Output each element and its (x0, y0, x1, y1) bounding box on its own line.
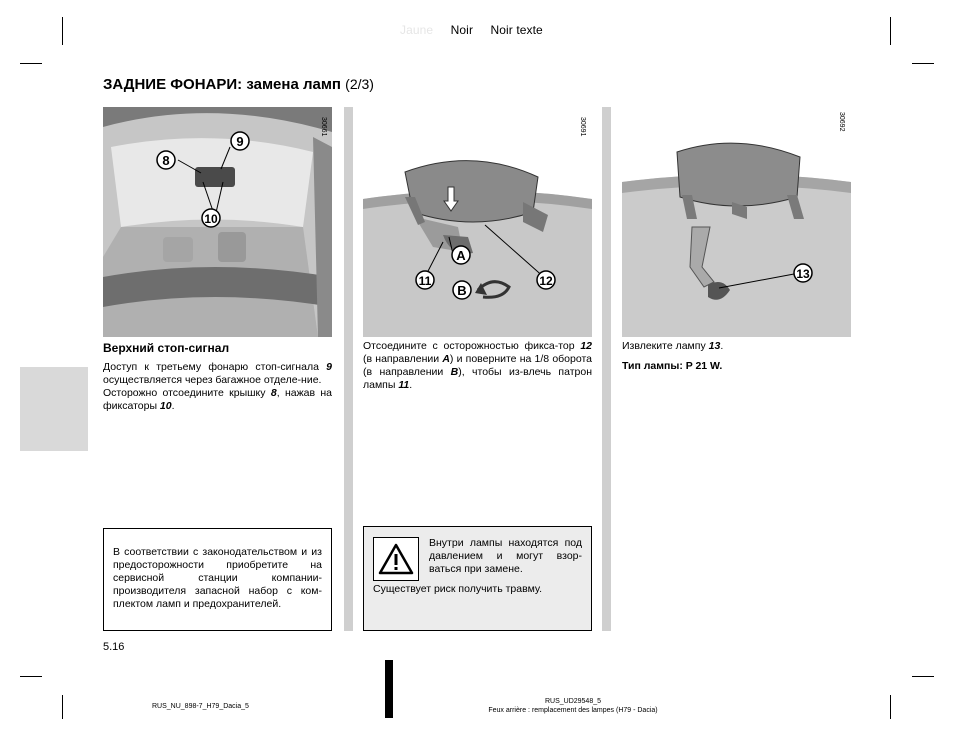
figure-2-code: 30691 (579, 117, 586, 137)
footer-right-line-2: Feux arrière : remplacement des lampes (H79 - Dacia) (488, 707, 658, 714)
figure-2-photo (363, 107, 592, 337)
page-number: 5.16 (103, 641, 125, 653)
page-title (103, 76, 374, 93)
col1-paragraph-1 (103, 361, 332, 387)
crop-mark-top-left (62, 17, 63, 45)
footer-right-line-1: RUS_UD29548_5 (544, 698, 602, 705)
color-noir-texte: Noir texte (490, 23, 543, 37)
crop-mark-bottom-right (890, 695, 891, 719)
footer-left: RUS_NU_898-7_H79_Dacia_5 (152, 703, 249, 710)
col1-p1-text-a: Доступ к третьему фонарю стоп-сигнала (103, 361, 327, 373)
col2-text-5: . (409, 379, 413, 391)
col1-p1-ref-9: 9 (326, 361, 332, 373)
col3-ref-13: 13 (708, 340, 721, 352)
col2-text (363, 340, 592, 392)
page-title-suffix: (2/3) (345, 76, 374, 92)
callout-a-label: A (456, 248, 466, 263)
legal-notice-text: В соответствии с законодательством и из предосторожности приобретите на сервисной станции компании-производителя запасной набор с ком-плектом ламп и предохранителей. (113, 546, 322, 610)
crop-mark-bottom-left-h (20, 676, 42, 677)
callout-13-label: 13 (796, 267, 810, 281)
legal-notice-box (103, 528, 332, 631)
col2-text-2: (в направлении (363, 353, 443, 365)
callout-9-label: 9 (236, 134, 244, 149)
col1-p2-ref-8: 8 (270, 387, 277, 399)
color-jaune: Jaune (400, 23, 434, 37)
col1-p1-text-b: осуществляется через багажное отделе-ние. (103, 374, 322, 386)
col1-paragraph-2 (103, 387, 332, 413)
col2-text-1: Отсоедините с осторожностью фикса-тор (363, 340, 581, 352)
col2-ref-12: 12 (580, 340, 592, 352)
col3-text (622, 340, 851, 373)
col2-ref-b: B (450, 366, 459, 378)
section-tab (20, 367, 88, 451)
col1-p2-text-c: . (171, 400, 175, 412)
color-noir: Noir (450, 23, 474, 37)
figure-3-photo (622, 107, 851, 337)
col3-paragraph-1 (622, 340, 851, 353)
col2-text-3: ) и поверните на 1/8 оборота (в направлении (363, 353, 593, 378)
column-divider-2 (602, 107, 611, 631)
crop-mark-top-right-h (912, 63, 934, 64)
warning-text-1: Внутри лампы находятся под давлением и могут взор-ваться при замене. (429, 537, 582, 575)
col1-heading: Верхний стоп-сигнал (103, 341, 230, 355)
crop-mark-top-left-h (20, 63, 42, 64)
page-title-main: ЗАДНИЕ ФОНАРИ: замена ламп (103, 76, 341, 93)
warning-text-2: Существует риск получить травму. (373, 583, 543, 595)
crop-mark-bottom-right-h (912, 676, 934, 677)
figure-1-photo (103, 107, 332, 337)
col1-p2-ref-10: 10 (159, 400, 172, 412)
col2-ref-11: 11 (398, 379, 410, 391)
figure-3-code: 30692 (838, 112, 845, 132)
callout-10-label: 10 (204, 212, 218, 226)
column-divider-1 (344, 107, 353, 631)
warning-icon (373, 537, 419, 581)
col3-text-1: Извлеките лампу (622, 340, 709, 352)
col3-bulb-type: Тип лампы: P 21 W. (622, 360, 723, 372)
callout-b-label: B (457, 283, 467, 298)
registration-bar (385, 660, 393, 718)
print-color-strip (400, 23, 557, 37)
col3-text-2: . (720, 340, 724, 352)
callout-12-label: 12 (539, 274, 553, 288)
col1-p2-text-b: , нажав на фиксаторы (103, 387, 332, 412)
callout-8-label: 8 (162, 153, 170, 168)
figure-1-code: 30661 (320, 117, 327, 137)
warning-box (363, 526, 592, 631)
col2-ref-a: A (442, 353, 450, 365)
footer-right (478, 697, 668, 715)
col2-paragraph (363, 340, 592, 392)
crop-mark-bottom-left (62, 695, 63, 719)
callout-11-label: 11 (418, 274, 432, 288)
col1-p2-text-a: Осторожно отсоедините крышку (103, 387, 271, 399)
col2-text-4: ), чтобы из-влечь патрон лампы (363, 366, 592, 391)
crop-mark-top-right (890, 17, 891, 45)
col1-text (103, 361, 332, 413)
